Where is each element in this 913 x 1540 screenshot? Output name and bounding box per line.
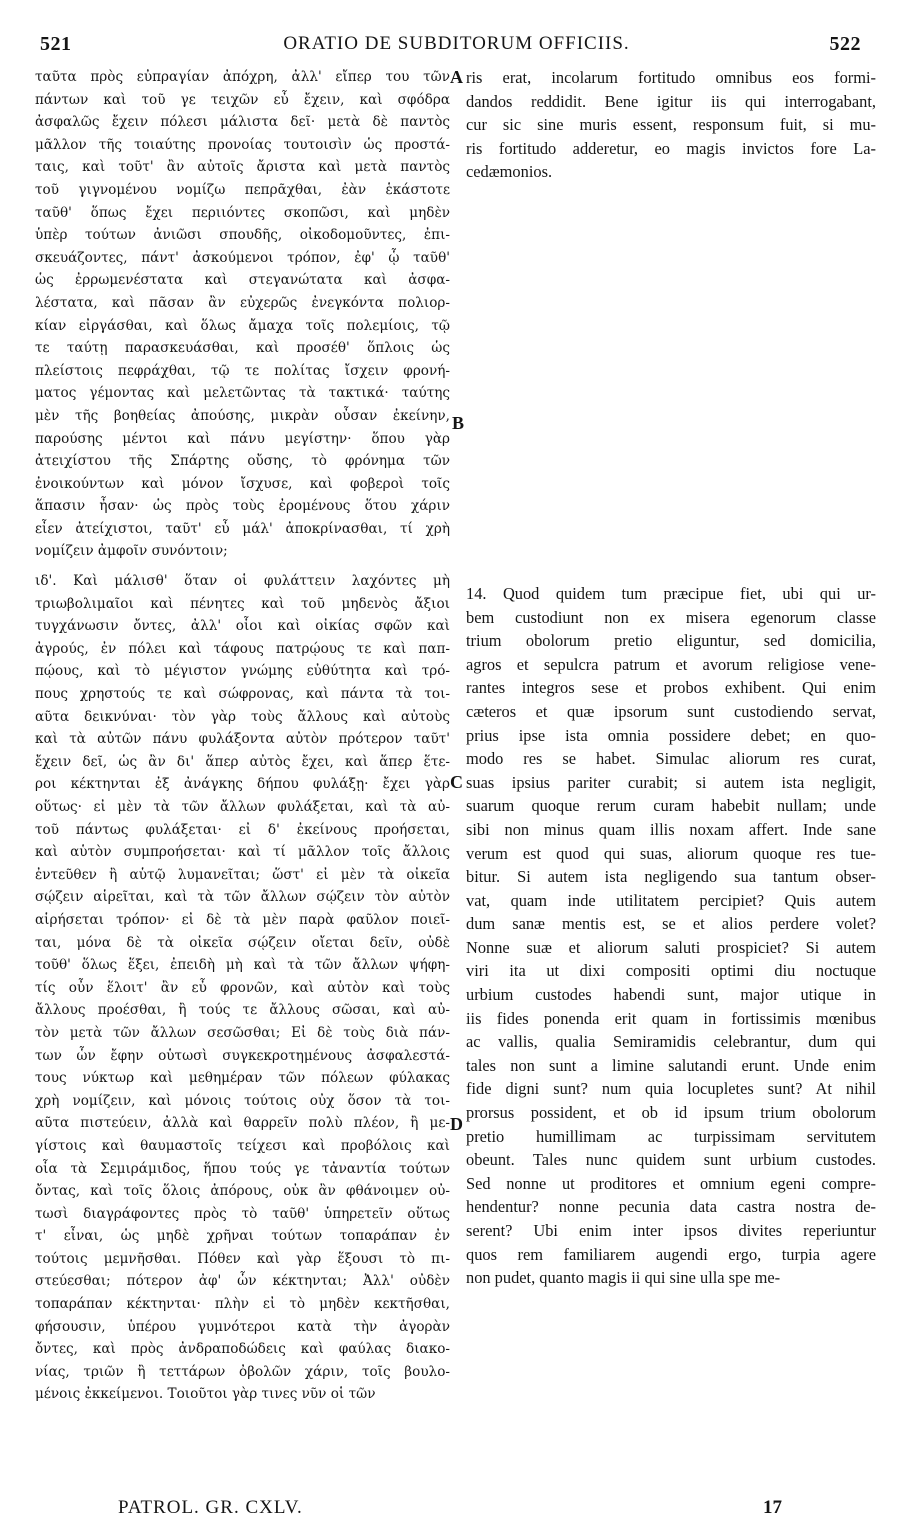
greek-text-line: ἀτειχίστου τῆς Σπάρτης οὔσης, τὸ φρόνημα τῶν (35, 453, 450, 470)
greek-text-line: γίστοις καὶ θαυμαστοῖς τείχεσι καὶ προβόλοις καὶ (35, 1137, 450, 1154)
greek-text-line: ματος γέμοντας καὶ μελετῶντας τὰ τακτικά· ταύτης (35, 385, 450, 402)
greek-text-line: τριωβολιμαῖοι καὶ πένητες καὶ τοῦ μηδενὸς ἄξιοι (35, 595, 450, 612)
greek-text-line: τοῦ πάντως φυλάξεται· εἰ δ' ἐκείνους προήσεται, (35, 821, 450, 838)
margin-marker-b: B (452, 413, 465, 433)
greek-text-line: ἅπασιν ἦσαν· ὡς πρὸς τοὺς ἐρομένους ὅτου χάριν (35, 498, 450, 515)
latin-text-line: ris erat, incolarum fortitudo omnibus eos formi- (466, 68, 876, 87)
signature-number: 17 (763, 1497, 782, 1518)
latin-text-line: cedæmonios. (466, 162, 553, 182)
greek-text-line: τούτοις μεμνῆσθαι. Πόθεν καὶ γὰρ ἕξουσι τὸ πι- (35, 1250, 450, 1267)
greek-text-line: ἔχειν δεῖ, ὡς ἂν δι' ἅπερ αὐτὸς ἔχει, καὶ ἅπερ ἕτε- (35, 753, 450, 770)
latin-text-line: bem custodiunt non ex misera egenorum classe (466, 607, 876, 627)
latin-text-line: prorsus possident, et ob id ipsum trium obolorum (466, 1103, 876, 1123)
greek-text-line: τε ταύτῃ παρασκευάσθαι, καὶ προσέθ' ὅπλοις ὡς (35, 340, 450, 357)
greek-text-line: αἱρήσεται τρόπον· εἰ δὲ τὰ μὲν παρὰ φαῦλον ποιεῖ- (35, 911, 450, 928)
greek-text-line: τοῦ γιγνομένου νομίζω πεπρᾶχθαι, ἐὰν ἑκάστοτε (35, 181, 450, 198)
greek-text-line: τὸν μετὰ τῶν ἄλλων σεσῶσθαι; Εἰ δὲ τοὺς διὰ πάν- (35, 1024, 450, 1041)
latin-text-line: suas ipsius pariter curabit; si autem ista negligit, (466, 772, 876, 792)
greek-text-line: λέστατα, καὶ πᾶσαν ἂν εὐχερῶς ἐνεγκόντα πολιορ- (35, 294, 450, 311)
greek-text-line: πῴους, καὶ τὸ μέγιστον γνώμης εὐθύτητα καὶ τρό- (35, 663, 450, 680)
greek-text-line: παρούσης μέντοι καὶ πάνυ μεγίστην· ὅπου γὰρ (35, 430, 450, 447)
greek-text-line: τοπαράπαν κέκτηνται· πλὴν εἰ τὸ μηδὲν κεκτῆσθαι, (35, 1296, 450, 1313)
greek-text-line: ροι κέκτηνται ἐξ ἀνάγκης δήπου φυλάξῃ· ἔχει γὰρ (35, 776, 450, 793)
greek-text-line: φήσουσιν, ὑπέρου γυμνότεροι κατὰ τὴν ἀγορὰν (35, 1318, 450, 1335)
latin-text-line: quos rem familiarem augendi ergo, turpia agere (466, 1244, 876, 1264)
greek-text-line: ταῦτα πρὸς εὐπραγίαν ἀπόχρη, ἀλλ' εἴπερ του τῶν (35, 69, 450, 85)
greek-text-line: κίαν εἰργάσθαι, καὶ ὅλως ἄμαχα τοῖς πολεμίοις, τῷ (35, 317, 450, 334)
series-footer: PATROL. GR. CXLV. (118, 1497, 303, 1518)
latin-text-line: 14. Quod quidem tum præcipue fiet, ubi qui ur- (466, 583, 876, 603)
latin-text-line: non pudet, quanto magis ii qui sine ulla spe me- (466, 1268, 781, 1288)
greek-text-column (35, 66, 450, 1406)
latin-text-line: prius ipse ista omnia possidere debet; en quo- (466, 725, 876, 745)
latin-text-line: Nonne suæ et aliorum saluti prospiciet? Si autem (466, 937, 876, 957)
greek-text-line: καὶ αὑτὸν συμπροήσεται· καὶ τί μᾶλλον τοῖς ἄλλοις (35, 844, 450, 861)
greek-text-line: νίας, τριῶν ἢ τεττάρων ὀβολῶν χάριν, τοῖς βουλο- (35, 1363, 450, 1380)
latin-text-line: pretio humillimam ac turpissimam servitutem (466, 1126, 876, 1146)
latin-text-line: trium obolorum pretio eliguntur, sed domicilia, (466, 631, 876, 651)
greek-text-line: ται, μόνα δὲ τὰ οἰκεῖα σῴζειν οἴεται δεῖν, οὐδὲ (35, 934, 450, 951)
greek-text-line: ὄντας, καὶ τοῖς ὅλοις ἀπόρους, οὐκ ἂν φθάνοιμεν οὐ- (35, 1183, 450, 1200)
greek-text-line: εἶεν ἀτείχιστοι, ταῦτ' εὖ μάλ' ἀποκρίνασθαι, τί χρὴ (35, 520, 450, 537)
latin-text-line: urbium custodes habendi sunt, major utique in (466, 985, 876, 1005)
greek-text-line: ὄντες, καὶ πρὸς ἀνδραποδώδεις καὶ φαύλας διακο- (35, 1341, 450, 1358)
latin-text-column (466, 66, 876, 1290)
greek-text-line: τωσὶ διαγράφοντες πρὸς τὸ ταῦθ' ὑπηρετεῖν οὕτως (35, 1205, 450, 1222)
latin-text-line: iis fides ponenda erit quam in fortissimis mœnibus (466, 1008, 876, 1028)
latin-text-line: bitur. Si autem ista negligendo sua tantum obser- (466, 867, 876, 887)
greek-text-line: σκευάζοντες, πάντ' ἀσκούμενοι τρόπον, ἐφ' ᾧ ταῦθ' (35, 249, 450, 266)
greek-text-line: μένοις ἐκκείμενοι. Τοιοῦτοι γὰρ τινες νῦν οἱ τῶν (35, 1386, 376, 1403)
latin-text-line: dandos reddidit. Bene igitur iis qui interrogabant, (466, 91, 876, 111)
greek-text-line: οὕτως· εἰ μὲν τὰ τῶν ἄλλων φυλάξεται, καὶ τὰ αὐ- (35, 799, 450, 815)
greek-text-line: των ὧν ἔφην οὑτωσὶ συγκεκροτημένους ἀσφαλεστά- (35, 1047, 450, 1064)
latin-text-line: cæteros et quæ ipsorum sunt custodiendo servat, (466, 701, 876, 721)
latin-text-line: obeunt. Tales nunc quidem sunt urbium custodes. (466, 1150, 876, 1170)
greek-text-line: τ' εἶναι, ὡς μηδὲ χρῆναι τούτων τοπαράπαν ἐν (35, 1228, 450, 1245)
greek-text-line: ἀσφαλῶς ἔχειν πόλεσι μάλιστα δεῖ· μετὰ δὲ παντὸς (35, 114, 450, 131)
greek-text-line: τίς οὖν ἕλοιτ' ἂν εὖ φρονῶν, καὶ αὑτὸν καὶ τοὺς (35, 979, 450, 996)
greek-text-line: ταις, καὶ τοῦτ' ἂν αὐτοῖς ἄριστα καὶ μετὰ παντὸς (35, 159, 450, 176)
latin-text-line: viri ita ut dixi compositi optimi diu noctuque (466, 961, 876, 981)
latin-text-line: agros et sepulcra patrum et avorum religiose vene- (466, 654, 876, 674)
greek-text-line: τους νύκτωρ καὶ μεθημέραν τῶν πόλεων φύλακας (35, 1070, 450, 1087)
margin-marker-a: A (450, 67, 463, 87)
running-title: ORATIO DE SUBDITORUM OFFICIIS. (283, 33, 630, 54)
greek-text-line: ἀγρούς, ἐν πόλει καὶ τάφους πατρῴους τε καὶ παπ- (35, 640, 450, 657)
latin-text-line: cur sic sine muris essent, responsum fuit, si mu- (466, 115, 876, 135)
latin-text-line: tales non sunt a limine salutandi erunt. Unde enim (466, 1055, 876, 1075)
greek-text-line: καὶ τὰ αὐτῶν πάνυ φυλάξοντα αὐτὸν πρότερον ταῦτ' (35, 731, 450, 748)
greek-text-line: μὲν τῆς βοηθείας ἀπούσης, μικρὰν οὖσαν ἐκείνην, (35, 407, 450, 424)
latin-text-line: vat, quam inde utilitatem percipiet? Quis autem (466, 890, 876, 910)
greek-text-line: ὑπὲρ τούτων ἀνιῶσι σπουδῆς, οἰκοδομοῦντες, ἐπι- (35, 227, 450, 244)
greek-text-line: αῦτα πιστεύειν, ἀλλὰ καὶ θαρρεῖν πολὺ πλέον, ἢ με- (35, 1115, 450, 1132)
latin-text-line: rantes integros sese et probos exhibent. Qui enim (466, 678, 876, 698)
left-page-number: 521 (40, 33, 72, 55)
latin-text-line: dum sanæ mentis est, se et alios perdere volet? (466, 914, 876, 934)
latin-text-line: fide digni sunt? num quia locupletes sunt? At nihil (466, 1079, 876, 1099)
latin-text-line: suarum quoque rerum curam habebit nullam; unde (466, 796, 876, 816)
greek-text-line: ὡς ἐρρωμενέστατα καὶ στεγανώτατα καὶ ἀσφα- (35, 272, 450, 289)
greek-text-line: αῦτα δεικνύναι· τὸν γὰρ τοὺς ἄλλους καὶ αὐτοὺς (35, 708, 450, 725)
right-page-number: 522 (829, 33, 861, 55)
latin-text-line: sibi non minus quam illis noxam affert. Inde sane (466, 819, 876, 839)
latin-text-line: modo res se habet. Simulac aliorum res curat, (466, 749, 876, 769)
latin-text-line: ris fortitudo adderetur, eo magis invictos fore La- (466, 138, 876, 158)
greek-text-line: πους χρηστούς τε καὶ σώφρονας, καὶ πάντα τὰ τοι- (35, 686, 450, 703)
greek-text-line: τοῦθ' ὅλως ἕξει, ἐπειδὴ μὴ καὶ τὰ τῶν ἄλλων ψήφη- (35, 957, 450, 974)
greek-text-line: μᾶλλον τῆς τοιαύτης προνοίας τουτοισὶν ὡς προστά- (35, 136, 450, 153)
greek-text-line: ιδ'. Καὶ μάλισθ' ὅταν οἱ φυλάττειν λαχόντες μὴ (35, 573, 450, 590)
greek-text-line: χρὴ νομίζειν, καὶ μόνοις τούτοις οὐχ ὅσον τὰ τοι- (35, 1092, 450, 1109)
greek-text-line: νομίζειν ἀμφοῖν συνόντοιν; (35, 543, 228, 560)
greek-text-line: πλείστοις πεφράχθαι, τῷ τε πολίτας ἴσχειν φρονή- (35, 362, 450, 379)
latin-text-line: serent? Ubi enim inter ipsos divites reperiuntur (466, 1221, 876, 1240)
latin-text-line: Sed nonne ut proditores et omnium egeni compre- (466, 1173, 876, 1193)
greek-text-line: ἄλλους προέσθαι, ἢ τούς τε ἄλλους σῶσαι, καὶ αὐ- (35, 1002, 450, 1019)
greek-text-line: πάντων καὶ τοῦ γε τειχῶν εὖ ἔχειν, καὶ σφόδρα (35, 91, 450, 108)
greek-text-line: σῴζειν αἱρεῖται, καὶ τὰ τῶν ἄλλων σῴζειν τὸν αὐτὸν (35, 889, 450, 906)
greek-text-line: ἐντεῦθεν ἢ αὑτῷ λυμανεῖται; ὥστ' εἰ μὲν τὰ οἰκεῖα (35, 866, 450, 883)
margin-marker-c: C (450, 772, 463, 792)
greek-text-line: στεύεσθαι; πότερον ἀφ' ὧν κέκτηνται; Ἀλλ' οὐδὲν (35, 1273, 450, 1290)
margin-marker-d: D (450, 1114, 463, 1134)
latin-text-line: verum est quod qui suas, aliorum quoque res tue- (466, 843, 876, 863)
greek-text-line: ἐνοικούντων καὶ μόνον ἴσχυσε, καὶ φοβεροὶ τοῖς (35, 475, 450, 492)
greek-text-line: ταῦθ' ὅπως ἔχει περιιόντες σκοπῶσι, καὶ μηδὲν (35, 204, 450, 221)
latin-text-line: hendentur? nonne pecunia data castra nostra de- (466, 1197, 876, 1217)
greek-text-line: τυγχάνωσιν ὄντες, ἀλλ' οἷοι καὶ οἰκίας σφῶν καὶ (35, 618, 450, 635)
greek-text-line: οἷα τὰ Σεμιράμιδος, ἥπου τούς γε τἀναντία τούτων (35, 1160, 450, 1177)
latin-text-line: ac vallis, qualia Semiramidis celebrantur, dum qui (466, 1032, 876, 1052)
